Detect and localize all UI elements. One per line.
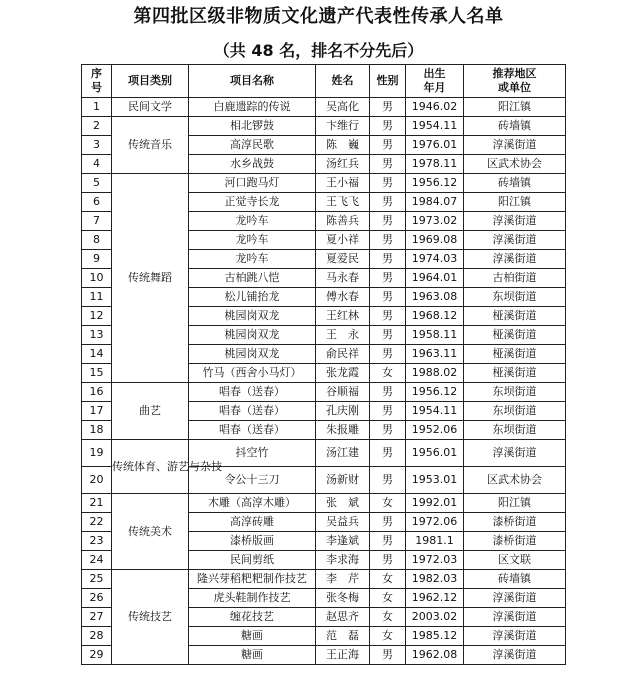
cell-birth: 1962.12 (406, 589, 464, 608)
cell-name: 吴益兵 (316, 513, 370, 532)
cell-birth: 1962.08 (406, 646, 464, 665)
cell-gender: 女 (370, 364, 406, 383)
cell-birth: 1985.12 (406, 627, 464, 646)
cell-project: 龙吟车 (189, 250, 316, 269)
cell-no: 22 (82, 513, 112, 532)
cell-birth: 1958.11 (406, 326, 464, 345)
cell-project: 龙吟车 (189, 212, 316, 231)
cell-gender: 男 (370, 288, 406, 307)
header-name: 姓名 (316, 65, 370, 98)
cell-unit: 漆桥街道 (464, 532, 566, 551)
header-category: 项目类别 (112, 65, 189, 98)
cell-no: 13 (82, 326, 112, 345)
cell-name: 陈善兵 (316, 212, 370, 231)
cell-gender: 男 (370, 155, 406, 174)
cell-project: 唱春（送春） (189, 402, 316, 421)
document-subtitle: （共 48 名，排名不分先后） (213, 41, 424, 60)
cell-category: 传统美术 (112, 494, 189, 570)
cell-project: 漆桥版画 (189, 532, 316, 551)
cell-no: 6 (82, 193, 112, 212)
cell-gender: 男 (370, 383, 406, 402)
cell-birth: 1972.06 (406, 513, 464, 532)
cell-name: 张龙霞 (316, 364, 370, 383)
cell-birth: 1974.03 (406, 250, 464, 269)
cell-unit: 淳溪街道 (464, 440, 566, 467)
cell-project: 民间剪纸 (189, 551, 316, 570)
cell-gender: 男 (370, 98, 406, 117)
cell-gender: 男 (370, 467, 406, 494)
cell-project: 桃园岗双龙 (189, 345, 316, 364)
table-row (82, 440, 566, 467)
cell-no: 7 (82, 212, 112, 231)
header-birth: 出生 年月 (406, 65, 464, 98)
cell-gender: 男 (370, 440, 406, 467)
cell-name: 王红林 (316, 307, 370, 326)
cell-gender: 男 (370, 326, 406, 345)
cell-project: 白鹿遗踪的传说 (189, 98, 316, 117)
table-row (82, 117, 566, 136)
cell-gender: 男 (370, 307, 406, 326)
cell-name: 夏小祥 (316, 231, 370, 250)
cell-project: 水乡战鼓 (189, 155, 316, 174)
cell-name: 范 磊 (316, 627, 370, 646)
cell-no: 24 (82, 551, 112, 570)
cell-category: 传统音乐 (112, 117, 189, 174)
cell-category: 民间文学 (112, 98, 189, 117)
cell-no: 19 (82, 440, 112, 467)
header-gender: 性别 (370, 65, 406, 98)
cell-gender: 男 (370, 269, 406, 288)
cell-birth: 1963.08 (406, 288, 464, 307)
cell-project: 唱春（送春） (189, 421, 316, 440)
cell-birth: 1969.08 (406, 231, 464, 250)
cell-project: 虎头鞋制作技艺 (189, 589, 316, 608)
cell-no: 26 (82, 589, 112, 608)
cell-project: 高淳砖雕 (189, 513, 316, 532)
cell-name: 王小福 (316, 174, 370, 193)
cell-birth: 1956.01 (406, 440, 464, 467)
cell-project: 桃园岗双龙 (189, 326, 316, 345)
cell-name: 汤红兵 (316, 155, 370, 174)
header-unit: 推荐地区 或单位 (464, 65, 566, 98)
cell-project: 龙吟车 (189, 231, 316, 250)
cell-birth: 1981.1 (406, 532, 464, 551)
cell-gender: 男 (370, 402, 406, 421)
cell-unit: 桠溪街道 (464, 364, 566, 383)
cell-no: 23 (82, 532, 112, 551)
cell-no: 28 (82, 627, 112, 646)
cell-unit: 区武术协会 (464, 467, 566, 494)
cell-no: 12 (82, 307, 112, 326)
cell-gender: 男 (370, 250, 406, 269)
cell-category: 传统体育、游艺与杂技 (112, 440, 189, 494)
cell-name: 俞民祥 (316, 345, 370, 364)
header-project: 项目名称 (189, 65, 316, 98)
cell-no: 29 (82, 646, 112, 665)
cell-name: 汤江建 (316, 440, 370, 467)
cell-name: 王正海 (316, 646, 370, 665)
cell-name: 王飞飞 (316, 193, 370, 212)
table-header-row (82, 65, 566, 98)
cell-unit: 东坝街道 (464, 421, 566, 440)
cell-unit: 淳溪街道 (464, 212, 566, 231)
cell-gender: 男 (370, 231, 406, 250)
cell-project: 河口跑马灯 (189, 174, 316, 193)
cell-no: 3 (82, 136, 112, 155)
table-row (82, 174, 566, 193)
cell-name: 王 永 (316, 326, 370, 345)
cell-no: 15 (82, 364, 112, 383)
cell-no: 20 (82, 467, 112, 494)
cell-category: 传统技艺 (112, 570, 189, 665)
cell-unit: 区武术协会 (464, 155, 566, 174)
cell-project: 高淳民歌 (189, 136, 316, 155)
cell-no: 5 (82, 174, 112, 193)
cell-no: 18 (82, 421, 112, 440)
cell-no: 14 (82, 345, 112, 364)
inheritor-table (81, 64, 566, 665)
cell-gender: 男 (370, 212, 406, 231)
cell-birth: 1968.12 (406, 307, 464, 326)
cell-gender: 女 (370, 589, 406, 608)
cell-gender: 男 (370, 551, 406, 570)
cell-unit: 淳溪街道 (464, 627, 566, 646)
header-no: 序 号 (82, 65, 112, 98)
cell-project: 令公十三刀 (189, 467, 316, 494)
cell-gender: 女 (370, 570, 406, 589)
cell-project: 松儿铺抬龙 (189, 288, 316, 307)
cell-category: 传统舞蹈 (112, 174, 189, 383)
cell-no: 21 (82, 494, 112, 513)
cell-gender: 男 (370, 136, 406, 155)
cell-unit: 阳江镇 (464, 193, 566, 212)
cell-unit: 漆桥街道 (464, 513, 566, 532)
cell-name: 张冬梅 (316, 589, 370, 608)
cell-birth: 1982.03 (406, 570, 464, 589)
document-title: 第四批区级非物质文化遗产代表性传承人名单 (133, 6, 504, 27)
cell-no: 4 (82, 155, 112, 174)
table-row (82, 98, 566, 117)
cell-gender: 男 (370, 421, 406, 440)
cell-birth: 1956.12 (406, 174, 464, 193)
cell-unit: 淳溪街道 (464, 589, 566, 608)
table-row (82, 383, 566, 402)
cell-birth: 1976.01 (406, 136, 464, 155)
cell-project: 隆兴芽稻粑粑制作技艺 (189, 570, 316, 589)
table-body (82, 98, 566, 665)
cell-name: 卞维行 (316, 117, 370, 136)
cell-gender: 女 (370, 627, 406, 646)
cell-project: 缠花技艺 (189, 608, 316, 627)
cell-project: 木雕（高淳木雕） (189, 494, 316, 513)
cell-unit: 东坝街道 (464, 383, 566, 402)
cell-birth: 1984.07 (406, 193, 464, 212)
cell-project: 糖画 (189, 646, 316, 665)
cell-unit: 阳江镇 (464, 494, 566, 513)
cell-project: 相北锣鼓 (189, 117, 316, 136)
cell-birth: 1956.12 (406, 383, 464, 402)
table-row (82, 494, 566, 513)
cell-unit: 东坝街道 (464, 288, 566, 307)
cell-unit: 桠溪街道 (464, 326, 566, 345)
cell-unit: 淳溪街道 (464, 250, 566, 269)
cell-project: 古柏跳八恺 (189, 269, 316, 288)
cell-birth: 1954.11 (406, 117, 464, 136)
cell-no: 9 (82, 250, 112, 269)
cell-unit: 淳溪街道 (464, 136, 566, 155)
cell-unit: 桠溪街道 (464, 345, 566, 364)
cell-name: 李 芹 (316, 570, 370, 589)
cell-no: 2 (82, 117, 112, 136)
cell-unit: 砖墙镇 (464, 117, 566, 136)
cell-no: 11 (82, 288, 112, 307)
cell-name: 夏爱民 (316, 250, 370, 269)
cell-gender: 男 (370, 646, 406, 665)
cell-name: 谷顺福 (316, 383, 370, 402)
cell-project: 正觉寺长龙 (189, 193, 316, 212)
cell-no: 10 (82, 269, 112, 288)
table-row (82, 570, 566, 589)
cell-birth: 1952.06 (406, 421, 464, 440)
cell-project: 抖空竹 (189, 440, 316, 467)
cell-name: 马永春 (316, 269, 370, 288)
cell-unit: 砖墙镇 (464, 570, 566, 589)
cell-unit: 淳溪街道 (464, 231, 566, 250)
cell-gender: 男 (370, 513, 406, 532)
cell-no: 17 (82, 402, 112, 421)
cell-gender: 女 (370, 608, 406, 627)
cell-unit: 古柏街道 (464, 269, 566, 288)
cell-unit: 砖墙镇 (464, 174, 566, 193)
cell-project: 桃园岗双龙 (189, 307, 316, 326)
cell-project: 唱春（送春） (189, 383, 316, 402)
cell-gender: 男 (370, 532, 406, 551)
cell-name: 汤新财 (316, 467, 370, 494)
cell-name: 朱报雕 (316, 421, 370, 440)
cell-name: 张 斌 (316, 494, 370, 513)
cell-no: 1 (82, 98, 112, 117)
cell-name: 李求海 (316, 551, 370, 570)
cell-birth: 1964.01 (406, 269, 464, 288)
cell-name: 傅水春 (316, 288, 370, 307)
cell-no: 27 (82, 608, 112, 627)
cell-birth: 1946.02 (406, 98, 464, 117)
cell-name: 陈 巍 (316, 136, 370, 155)
cell-birth: 1953.01 (406, 467, 464, 494)
cell-birth: 1963.11 (406, 345, 464, 364)
cell-category: 曲艺 (112, 383, 189, 440)
cell-birth: 1992.01 (406, 494, 464, 513)
cell-no: 16 (82, 383, 112, 402)
cell-project: 竹马（西舍小马灯） (189, 364, 316, 383)
cell-gender: 男 (370, 345, 406, 364)
cell-name: 李逢斌 (316, 532, 370, 551)
cell-name: 赵思齐 (316, 608, 370, 627)
cell-unit: 东坝街道 (464, 402, 566, 421)
cell-gender: 男 (370, 117, 406, 136)
cell-gender: 男 (370, 193, 406, 212)
cell-birth: 2003.02 (406, 608, 464, 627)
cell-birth: 1973.02 (406, 212, 464, 231)
cell-unit: 桠溪街道 (464, 307, 566, 326)
cell-unit: 淳溪街道 (464, 646, 566, 665)
cell-unit: 淳溪街道 (464, 608, 566, 627)
cell-birth: 1988.02 (406, 364, 464, 383)
cell-name: 孔庆刚 (316, 402, 370, 421)
cell-birth: 1954.11 (406, 402, 464, 421)
cell-no: 8 (82, 231, 112, 250)
cell-gender: 男 (370, 174, 406, 193)
cell-birth: 1972.03 (406, 551, 464, 570)
cell-name: 吴高化 (316, 98, 370, 117)
cell-gender: 女 (370, 494, 406, 513)
cell-no: 25 (82, 570, 112, 589)
cell-unit: 阳江镇 (464, 98, 566, 117)
cell-birth: 1978.11 (406, 155, 464, 174)
cell-unit: 区文联 (464, 551, 566, 570)
cell-project: 糖画 (189, 627, 316, 646)
